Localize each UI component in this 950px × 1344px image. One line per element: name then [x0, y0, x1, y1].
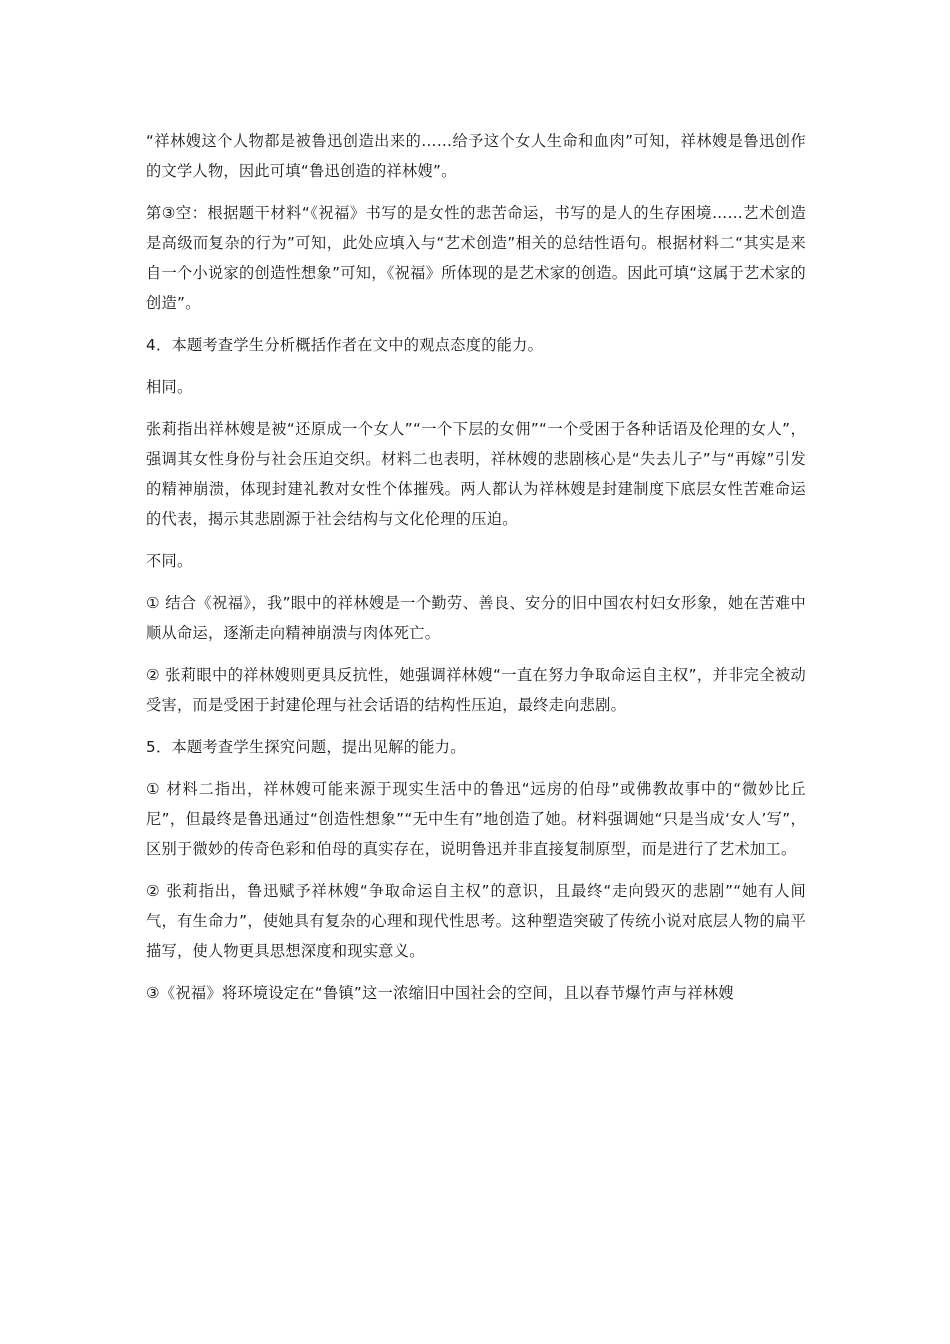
paragraph-q5-point-3: ③《祝福》将环境设定在“鲁镇”这一浓缩旧中国社会的空间，且以春节爆竹声与祥林嫂	[146, 984, 734, 1002]
paragraph-q5-heading: 5．本题考查学生探究问题，提出见解的能力。	[146, 738, 466, 756]
paragraph-q4-heading: 4．本题考查学生分析概括作者在文中的观点态度的能力。	[146, 336, 544, 354]
paragraph-same-heading: 相同。	[146, 378, 193, 396]
paragraph-different-2: ② 张莉眼中的祥林嫂则更具反抗性，她强调祥林嫂“一直在努力争取命运自主权”，并非完全被动受害，而是受困于封建伦理与社会话语的结构性压迫，最终走向悲剧。	[146, 666, 806, 714]
paragraph-answer-2-end: “祥林嫂这个人物都是被鲁迅创造出来的……给予这个女人生命和血肉”可知，祥林嫂是鲁迅创作的文学人物，因此可填“鲁迅创造的祥林嫂”。	[146, 132, 806, 180]
paragraph-different-1: ① 结合《祝福》，我”眼中的祥林嫂是一个勤劳、善良、安分的旧中国农村妇女形象，她在苦难中顺从命运，逐渐走向精神崩溃与肉体死亡。	[146, 594, 806, 642]
paragraph-q5-point-1: ① 材料二指出，祥林嫂可能来源于现实生活中的鲁迅“远房的伯母”或佛教故事中的“微妙比丘尼”，但最终是鲁迅通过“创造性想象”“无中生有”地创造了她。材料强调她“只是当成‘女人’写”，区别于微妙的传奇色彩和伯母的真实存在，说明鲁迅并非直接复制原型，而是进行了艺术加工。	[146, 780, 806, 858]
paragraph-q5-point-2: ② 张莉指出，鲁迅赋予祥林嫂“争取命运自主权”的意识，且最终“走向毁灭的悲剧”“她有人间气，有生命力”，使她具有复杂的心理和现代性思考。这种塑造突破了传统小说对底层人物的扁平描写，使人物更具思想深度和现实意义。	[146, 882, 806, 960]
paragraph-same-body: 张莉指出祥林嫂是被“还原成一个女人”“一个下层的女佣”“一个受困于各种话语及伦理的女人”，强调其女性身份与社会压迫交织。材料二也表明，祥林嫂的悲剧核心是“失去儿子”与“再嫁”引发的精神崩溃，体现封建礼教对女性个体摧残。两人都认为祥林嫂是封建制度下底层女性苦难命运的代表，揭示其悲剧源于社会结构与文化伦理的压迫。	[146, 420, 806, 528]
paragraph-blank-3: 第③空：根据题干材料“《祝福》书写的是女性的悲苦命运，书写的是人的生存困境……艺术创造是高级而复杂的行为”可知，此处应填入与“艺术创造”相关的总结性语句。根据材料二“其实是来自一个小说家的创造性想象”可知，《祝福》所体现的是艺术家的创造。因此可填“这属于艺术家的创造”。	[146, 204, 806, 312]
paragraph-different-heading: 不同。	[146, 552, 193, 570]
document-page	[146, 126, 806, 1020]
